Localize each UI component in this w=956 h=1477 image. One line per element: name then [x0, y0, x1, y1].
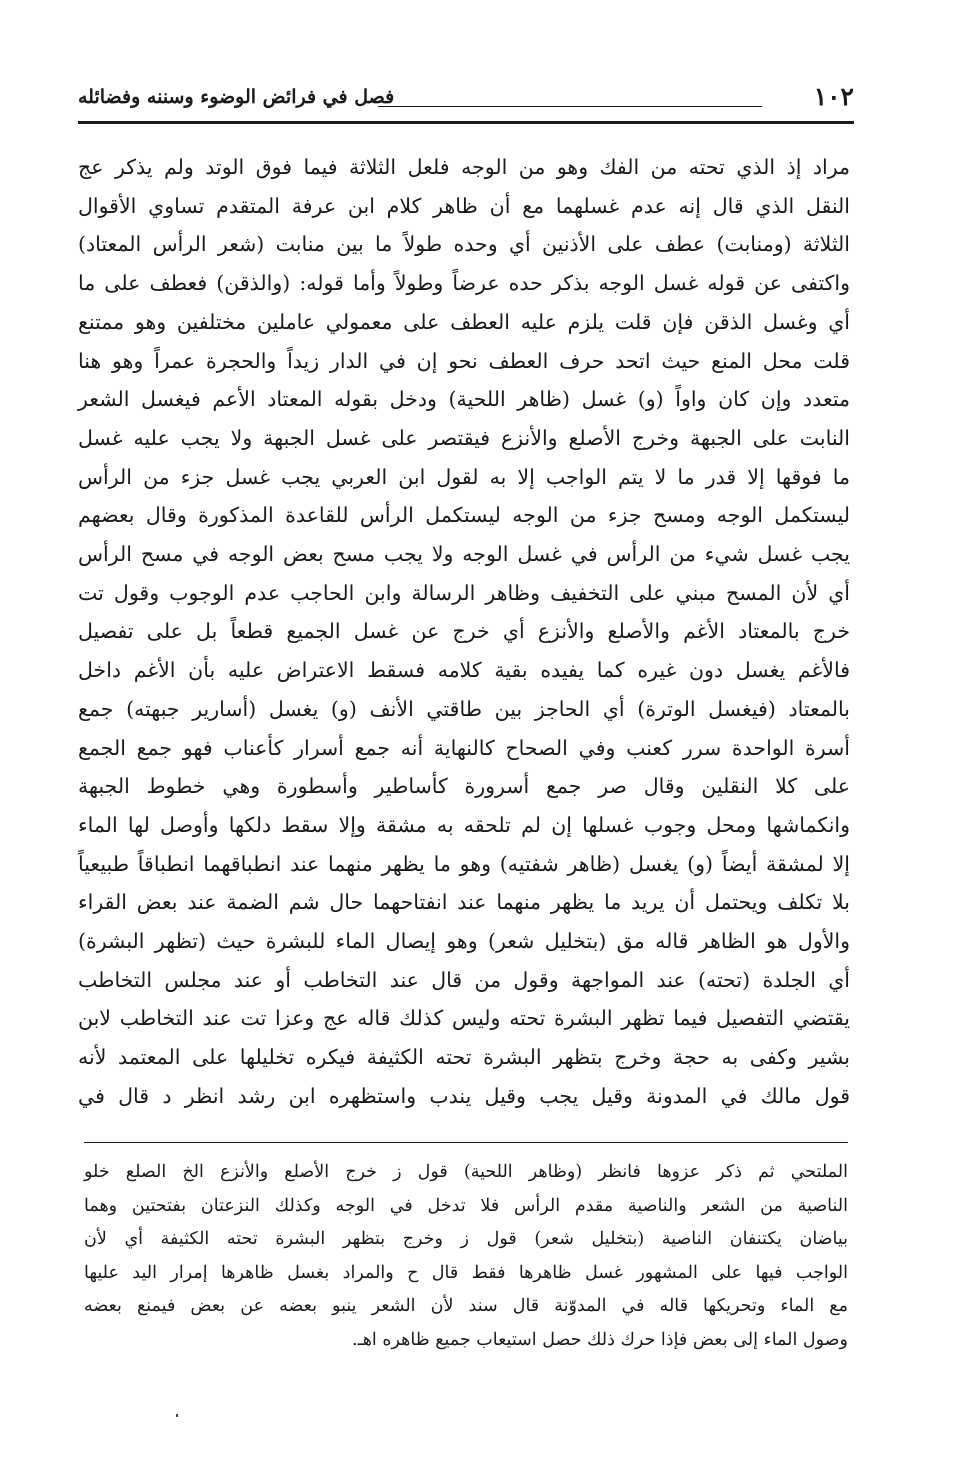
footnote-line: الملتحي ثم ذكر عزوها فانظر (وظاهر اللحية) قول ز خرج الأصلع والأنزع الخ الصلع خلو — [84, 1162, 848, 1182]
text-line: فالأغم يغسل دون غيره كما يفيده بقية كلامه فسقط الاعتراض عليه بأن الأغم داخل — [78, 658, 850, 683]
text-line: بالمعتاد (فيغسل الوترة) أي الحاجز بين طاقتي الأنف (و) يغسل (أسارير جبهته) جمع — [78, 696, 850, 721]
text-line: بلا تكلف ويحتمل أن يريد ما يظهر منهما عند انفتاحهما حال شم الضمة عند بعض القراء — [78, 890, 850, 915]
text-line: واكتفى عن قوله غسل الوجه بذكر حده عرضاً وطولاً وأما قوله: (والذقن) فعطف على ما — [78, 271, 850, 296]
text-line: خرج بالمعتاد الأغم والأصلع والأنزع أي خرج عن غسل الجميع قطعاً بل على تفصيل — [78, 619, 850, 644]
text-line: قول مالك في المدونة وقيل يجب وقيل يندب واستظهره ابن رشد انظر د قال في — [78, 1083, 850, 1108]
main-text-body — [78, 148, 850, 1116]
header-rule-thin — [378, 106, 762, 107]
scan-speck — [176, 1414, 178, 1417]
text-line: أسرة الواحدة سرر كعنب وفي الصحاح كالنهاية أنه جمع أسرار كأعناب فهو جمع الجمع — [78, 735, 850, 760]
footnote-line: بياضان يكتنفان الناصية (بتخليل شعر) قول ز وخرج بتظهر البشرة تحته الكثيفة أي لأن — [84, 1229, 848, 1250]
text-line: النابت على الجبهة وخرج الأصلع والأنزع فيقتصر على غسل الجبهة ولا يجب عليه غسل — [78, 425, 850, 450]
text-line: على كلا النقلين وقال صر جمع أسرورة كأساطير وأسطورة وهي خطوط الجبهة — [78, 774, 850, 799]
text-line: متعدد وإن كان واواً (و) غسل (ظاهر اللحية) ودخل بقوله المعتاد الأعم فيغسل الشعر — [78, 387, 850, 412]
footnote-line: مع الماء وتحريكها قاله في المدوّنة قال سند لأن الشعر ينبو بعضه عن بعض فيمنع بعضه — [84, 1296, 848, 1317]
text-line: مراد إذ الذي تحته من الفك وهو من الوجه فلعل الثلاثة فيما فوق الوتد ولم يذكر عج — [78, 155, 850, 179]
text-line: ليستكمل الوجه ومسح جزء من الوجه ليستكمل الرأس للقاعدة المذكورة وقال بعضهم — [78, 503, 850, 528]
text-line: قلت محل المنع حيث اتحد حرف العطف نحو إن في الدار زيداً والحجرة عمراً وهو هنا — [78, 348, 850, 373]
page-number: ١٠٢ — [813, 82, 854, 111]
header-rule-thick — [78, 121, 854, 124]
text-line: يجب غسل شيء من الرأس في غسل الوجه ولا يجب مسح بعض الوجه في مسح الرأس — [78, 542, 850, 567]
footnote-line: وصول الماء إلى بعض فإذا حرك ذلك حصل استيعاب جميع ظاهره اهـ. — [352, 1329, 848, 1350]
footnote-line: الواجب فيها على المشهور غسل ظاهرها فقط قال ح والمراد بغسل ظاهرها إمرار اليد عليها — [84, 1262, 848, 1283]
text-line: أي الجلدة (تحته) عند المواجهة وقول من قال عند التخاطب أو عند مجلس التخاطب — [78, 967, 850, 992]
chapter-title: فصل في فرائض الوضوء وسننه وفضائله — [78, 86, 395, 108]
text-line: بشير وكفى به حجة وخرج بتظهر البشرة تحته الكثيفة فيكره تخليلها على المعتمد لأنه — [78, 1045, 850, 1070]
footnote-separator — [84, 1142, 848, 1143]
footnote-line: الناصية من الشعر والناصية مقدم الرأس فلا تدخل في الوجه وكذلك النزعتان بفتحتين وهما — [84, 1195, 848, 1216]
text-line: والأول هو الظاهر قاله مق (بتخليل شعر) وهو إيصال الماء للبشرة حيث (تظهر البشرة) — [78, 929, 850, 954]
text-line: وانكماشها ومحل وجوب غسلها إن لم تلحقه به مشقة وإلا سقط دلكها وأوصل لها الماء — [78, 812, 850, 837]
text-line: يقتضي التفصيل فيما تظهر البشرة تحته وليس كذلك قاله عج وعزا تت عند التخاطب لابن — [78, 1006, 850, 1031]
footnote-block — [84, 1156, 848, 1358]
text-line: إلا لمشقة أيضاً (و) يغسل (ظاهر شفتيه) وهو ما يظهر منهما عند انطباقهما انطباقاً طبيعياً — [78, 851, 850, 876]
text-line: ما فوقها إلا قدر ما لا يتم الواجب إلا به لقول ابن العربي يجب غسل جزء من الرأس — [78, 464, 850, 489]
text-line: الثلاثة (ومنابت) عطف على الأذنين أي وحده طولاً ما بين منابت (شعر الرأس المعتاد) — [78, 232, 850, 257]
text-line: أي وغسل الذقن فإن قلت يلزم عليه العطف على معمولي عاملين مختلفين وهو ممتنع — [78, 309, 850, 334]
text-line: أي لأن المسح مبني على التخفيف وظاهر الرسالة وابن الحاجب عدم الوجوب وقول تت — [78, 580, 850, 605]
running-header — [78, 80, 854, 124]
text-line: النقل الذي قال إنه عدم غسلهما مع أن ظاهر كلام ابن عرفة المتقدم تساوي الأقوال — [78, 193, 850, 218]
